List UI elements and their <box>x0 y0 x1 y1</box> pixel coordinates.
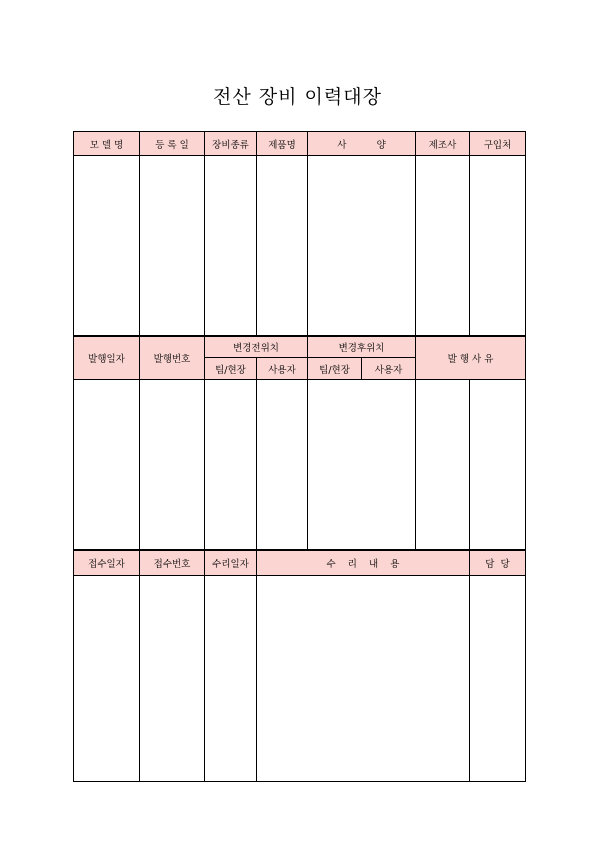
cell-issue-reason-a[interactable] <box>416 380 470 550</box>
header-issue-reason: 발 행 사 유 <box>416 337 526 380</box>
cell-equipment-type[interactable] <box>205 156 257 336</box>
header-receipt-number: 접수번호 <box>140 551 205 576</box>
header-specification: 사 양 <box>308 132 416 156</box>
cell-model-name[interactable] <box>74 156 140 336</box>
cell-specification[interactable] <box>308 156 416 336</box>
cell-repair-details[interactable] <box>257 576 470 782</box>
header-location-after: 변경후위치 <box>308 337 416 358</box>
header-repair-date: 수리일자 <box>205 551 257 576</box>
cell-issue-reason-b[interactable] <box>470 380 526 550</box>
header-manufacturer: 제조사 <box>416 132 470 156</box>
header-person-in-charge: 담 당 <box>470 551 526 576</box>
cell-after-location[interactable] <box>308 380 416 550</box>
header-equipment-type: 장비종류 <box>205 132 257 156</box>
cell-receipt-date[interactable] <box>74 576 140 782</box>
header-model-name: 모 델 명 <box>74 132 140 156</box>
cell-person-in-charge[interactable] <box>470 576 526 782</box>
cell-before-team[interactable] <box>205 380 257 550</box>
header-after-team: 팀/현장 <box>308 358 362 380</box>
header-receipt-date: 접수일자 <box>74 551 140 576</box>
cell-before-user[interactable] <box>257 380 308 550</box>
cell-product-name[interactable] <box>257 156 308 336</box>
cell-registration-date[interactable] <box>140 156 205 336</box>
repair-table <box>73 550 526 782</box>
cell-vendor[interactable] <box>470 156 526 336</box>
header-before-team: 팀/현장 <box>205 358 257 380</box>
cell-repair-date[interactable] <box>205 576 257 782</box>
equipment-table <box>73 131 526 336</box>
header-issue-number: 발행번호 <box>140 337 205 380</box>
cell-manufacturer[interactable] <box>416 156 470 336</box>
cell-issue-date[interactable] <box>74 380 140 550</box>
header-vendor: 구입처 <box>470 132 526 156</box>
header-registration-date: 등 록 일 <box>140 132 205 156</box>
header-after-user: 사용자 <box>362 358 416 380</box>
page-title: 전산 장비 이력대장 <box>213 86 382 108</box>
header-product-name: 제품명 <box>257 132 308 156</box>
header-issue-date: 발행일자 <box>74 337 140 380</box>
header-location-before: 변경전위치 <box>205 337 308 358</box>
issuance-table <box>73 336 526 550</box>
cell-issue-number[interactable] <box>140 380 205 550</box>
header-before-user: 사용자 <box>257 358 308 380</box>
cell-receipt-number[interactable] <box>140 576 205 782</box>
header-repair-details: 수 리 내 용 <box>257 551 470 576</box>
